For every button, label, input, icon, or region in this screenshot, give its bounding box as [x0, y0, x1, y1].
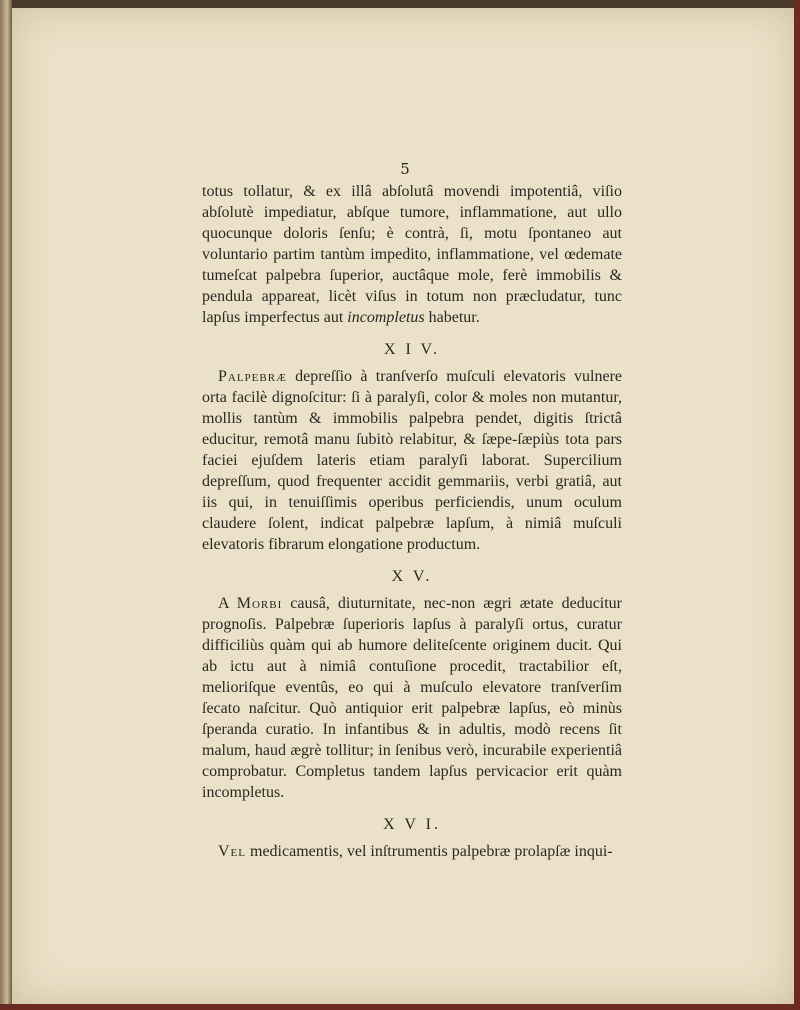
section-heading-xv: X V. — [391, 568, 433, 585]
lead-word: Palpebræ — [218, 368, 287, 385]
lead-word: Vel — [218, 843, 246, 860]
section-heading-xiv: X I V. — [383, 341, 441, 358]
italic-term: incompletus — [347, 309, 425, 326]
binding-edge — [0, 0, 12, 1010]
page-edge-right — [794, 0, 800, 1010]
paragraph-continued: totus tollatur, & ex illâ abſolutâ movendi impotentiâ, viſio abſolutè impediatur, abſque tumore, inflammatione, aut ullo quocunque doloris ſenſu; è contrà, ſi, motu ſpontaneo aut voluntario partim tantùm impedito, inflammatione, vel œdemate tumeſcat palpebra ſuperior, auctâque mole, ferè immobilis & pendula appareat, licèt viſus in totum non præcludatur, tunc lapſus imperfectus aut incompletus habetur. — [202, 183, 622, 326]
paragraph-xiv: Palpebræ depreſſio à tranſverſo muſculi elevatoris vulnere orta facilè dignoſcitur: ſi à paralyſi, color & moles non mutantur, mollis tantùm & immobilis palpebra pendet, digitis ſtrictâ educitur, remotâ manu ſubitò relabitur, & ſæpe-ſæpiùs tota pars faciei ejuſdem lateris etiam paralyſi laborat. Supercilium depreſſum, quod frequenter accidit gemmariis, verbi gratiâ, aut iis qui, in tenuiſſimis operibus perficiendis, unum oculum claudere ſolent, indicat palpebræ lapſum, à nimiâ muſculi elevatoris fibrarum elongatione productum. — [202, 368, 622, 553]
page-edge-bottom — [0, 1004, 800, 1010]
section-heading-xvi: X V I. — [383, 816, 441, 833]
page-number: 5 — [400, 160, 410, 178]
lead-word: Morbi — [236, 595, 283, 612]
body-text — [202, 181, 622, 862]
paragraph-xv: A Morbi causâ, diuturnitate, nec-non ægri ætate deducitur prognoſis. Palpebræ ſuperioris lapſus à paralyſi ortus, curatur difficiliùs quàm qui ab humore deliteſcente originem ducit. Qui ab ictu aut à nimiâ contuſione procedit, tractabilior eſt, melioriſque eventûs, eo qui à muſculo elevatore tranſverſim ſecato naſcitur. Quò antiquior erit palpebræ lapſus, eò minùs ſperanda curatio. In infantibus & in adultis, modò recens ſit malum, haud ægrè tollitur; in ſenibus verò, incurabile experientiâ comprobatur. Completus tandem lapſus pervicacior erit quàm incompletus. — [202, 595, 623, 801]
paragraph-xvi: Vel medicamentis, vel inſtrumentis palpebræ prolapſæ inqui- — [218, 843, 613, 860]
